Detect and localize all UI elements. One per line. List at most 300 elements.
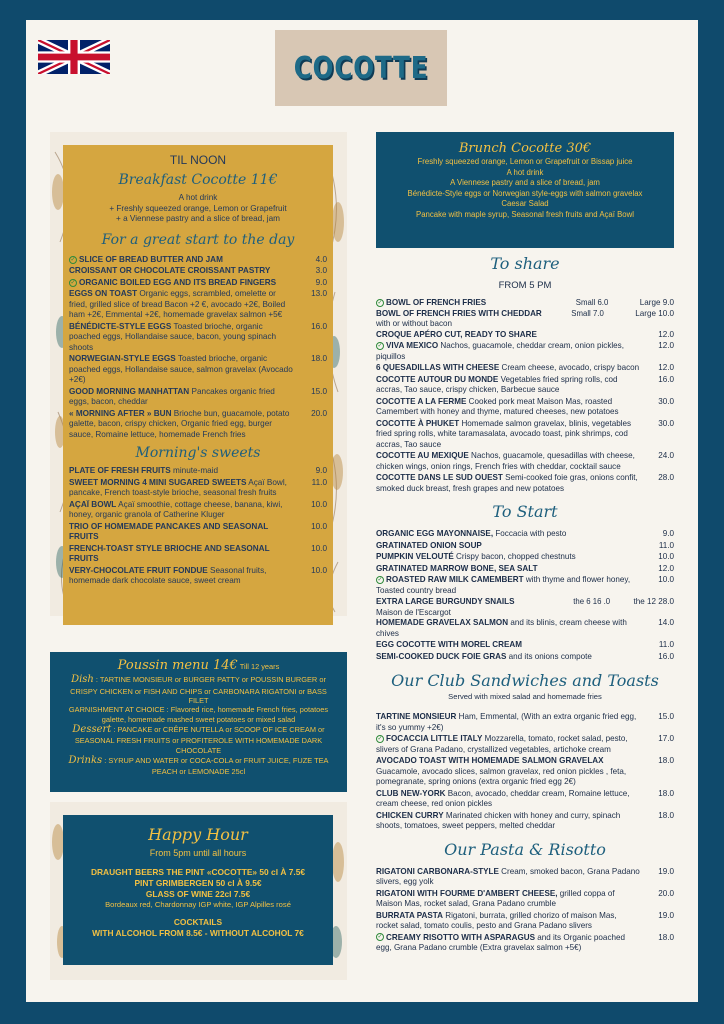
- dish-options: TARTINE MONSIEUR or BURGER PATTY or POUSSIN BURGER or CRISPY CHICKEN or FISH AND CHIPS or CARBONARA RIGATONI or BASS FILET: [70, 675, 327, 705]
- menu-item-name: COCOTTE À PHUKET: [376, 418, 460, 428]
- snails-item: [376, 597, 674, 618]
- menu-item-desc: Ham, Emmental, (With an extra organic fried egg, it's so yummy +2€): [376, 712, 637, 732]
- menu-item-name: PUMPKIN VELOUTÉ: [376, 552, 454, 562]
- vegetarian-icon: ✓: [70, 279, 76, 286]
- menu-item-row: [69, 289, 327, 321]
- fries-large: Large 10.0: [635, 308, 674, 318]
- happy-hour-title: Happy Hour: [148, 825, 248, 844]
- poussin-age: Till 12 years: [239, 662, 280, 671]
- menu-item-text: [69, 478, 299, 499]
- til-noon-header: TIL NOON: [169, 153, 227, 167]
- vegetarian-icon: ✓: [377, 735, 383, 742]
- menu-item-desc: Organic eggs, scrambled, omelette or fried, grilled slice of bread Bacon +2 €, avocado +2€, Boiled ham +2€, Emmental +2€, homemade gravelax salmon +5€: [69, 289, 286, 320]
- menu-item: [69, 544, 327, 565]
- vegetarian-icon: ✓: [377, 343, 383, 350]
- menu-item-row: [376, 756, 674, 788]
- menu-item-name: EGGS ON TOAST: [69, 289, 138, 299]
- fries-large: Large 9.0: [639, 298, 674, 308]
- menu-item-row: [69, 478, 327, 499]
- vegetarian-icon: ✓: [377, 300, 383, 306]
- menu-item-text: [376, 734, 646, 755]
- menu-item-row: [376, 652, 674, 663]
- menu-item-name: 6 QUESADILLAS WITH CHEESE: [376, 363, 500, 373]
- menu-item-text: [69, 289, 299, 321]
- menu-item-row: [376, 341, 674, 362]
- menu-item-row: [376, 397, 674, 418]
- menu-item-name: NORWEGIAN-STYLE EGGS: [69, 354, 176, 364]
- menu-item-name: BURRATA PASTA: [376, 910, 443, 920]
- fries-name-wrap: [376, 298, 486, 309]
- menu-item-price: 16.0: [658, 651, 674, 661]
- menu-item-desc: Cream, smoked bacon, Grana Padano slivers, egg yolk: [376, 866, 640, 887]
- menu-item: [376, 375, 674, 396]
- drinks-options: SYRUP AND WATER or COCA-COLA or FRUIT JUICE, FUZE TEA PEACH or LEMONADE 25cl: [108, 755, 329, 777]
- happy-hour-line: PINT GRIMBERGEN 50 cl À 9.5€: [134, 877, 262, 888]
- menu-item-row: [376, 933, 674, 954]
- menu-item-price: 18.0: [658, 756, 674, 766]
- menu-item-text: [376, 564, 646, 575]
- fries-desc: with or without bacon: [376, 319, 453, 329]
- menu-item: [376, 889, 674, 910]
- menu-item-row: [376, 375, 674, 396]
- menu-item: [376, 575, 674, 596]
- menu-item-price: 20.0: [311, 408, 327, 418]
- menu-item-text: [69, 266, 299, 277]
- garnish-options: GARNISHMENT AT CHOICE : Flavored rice, homemade French fries, potatoes galette, homemade mashed sweet potatoes or mixed salad: [68, 705, 329, 724]
- menu-item-text: [376, 419, 646, 451]
- menu-item-row: [69, 266, 327, 277]
- menu-item-row: [376, 811, 674, 832]
- vegetarian-icon: ✓: [70, 256, 76, 263]
- menu-item-price: 9.0: [662, 529, 674, 539]
- menu-item-row: [376, 363, 674, 374]
- menu-item-desc: Açaï Bowl, pancake, French toast-style brioche, seasonal fresh fruits: [69, 477, 287, 498]
- menu-item-desc: Foccacia with pesto: [495, 529, 567, 539]
- menu-item: [376, 734, 674, 755]
- menu-item-price: 3.0: [315, 266, 327, 276]
- menu-item: [69, 278, 327, 289]
- menu-item-name: CLUB NEW-YORK: [376, 788, 446, 798]
- sweets-title: Morning's sweets: [135, 445, 261, 462]
- pasta-title: Our Pasta & Risotto: [444, 839, 606, 859]
- menu-item-text: [376, 397, 646, 418]
- menu-item-desc: with thyme and flower honey, Toasted country bread: [376, 575, 631, 595]
- menu-item-name: CREAMY RISOTTO WITH ASPARAGUS: [386, 932, 535, 942]
- menu-item-text: [376, 789, 646, 810]
- menu-item-name: AVOCADO TOAST WITH HOMEMADE SALMON GRAVELAX: [376, 756, 604, 766]
- menu-item-price: 30.0: [658, 418, 674, 428]
- menu-item: [376, 541, 674, 552]
- menu-item-row: [69, 409, 327, 441]
- menu-item-row: [376, 564, 674, 575]
- menu-item-desc: Rigatoni, burrata, grilled chorizo of maison Mas, rocket salad, tomato coulis, pesto and Grana Padano slivers: [376, 910, 617, 931]
- menu-item: [69, 566, 327, 587]
- menu-item-name: TRIO OF HOMEMADE PANCAKES AND SEASONAL FRUITS: [69, 521, 269, 542]
- menu-item: [376, 618, 674, 639]
- menu-item-name: RIGATONI CARBONARA-STYLE: [376, 866, 499, 876]
- dessert-options: PANCAKE or CRÊPE NUTELLA or SCOOP OF ICE CREAM or SEASONAL FRESH FRUITS or PROFITEROLE WITH HOMEMADE DARK CHOCOLATE: [74, 724, 325, 755]
- menu-item-row: [376, 640, 674, 651]
- snails-six: the 6 16 .0: [573, 597, 611, 607]
- menu-item-text: [376, 473, 646, 494]
- start-list: [376, 529, 674, 596]
- menu-item-row: [376, 867, 674, 888]
- menu-item-price: 15.0: [658, 712, 674, 722]
- menu-item-desc: Mozzarella, tomato, rocket salad, pesto, slivers of Grana Padano, crystallized vegetables, artichoke cream: [376, 734, 628, 754]
- start-items: [69, 255, 327, 441]
- menu-item-price: 11.0: [658, 540, 674, 550]
- menu-item-price: 10.0: [658, 575, 674, 585]
- menu-item-row: [69, 387, 327, 408]
- menu-item-price: 18.0: [658, 810, 674, 820]
- menu-item-price: 9.0: [315, 466, 327, 476]
- menu-item-text: [376, 652, 646, 663]
- menu-item: [376, 529, 674, 540]
- pasta-list: [376, 867, 674, 954]
- brunch-line: Bénédicte-Style eggs or Norwegian style-eggs with salmon gravelax: [407, 188, 643, 198]
- menu-item-price: 15.0: [311, 386, 327, 396]
- menu-item-desc: Brioche bun, guacamole, potato galette, bacon, crispy chicken, Organic fried egg, burger sauce, Romaine lettuce, homemade French fries: [69, 408, 290, 439]
- menu-item-desc: grilled coppa of Maison Mas, rocket salad, Grana Padano crumble: [376, 888, 615, 909]
- menu-item-desc: and its onions compote: [508, 651, 592, 661]
- brunch-line: A hot drink: [506, 167, 544, 177]
- snails-name: EXTRA LARGE BURGUNDY SNAILS: [376, 597, 515, 607]
- menu-item-desc: Guacamole, avocado slices, salmon gravelax, red onion pickles , feta, pomegranate, spring onions (extra organic fried egg 2€): [376, 766, 627, 787]
- brunch-line: Pancake with maple syrup, Seasonal fresh fruits and Açaï Bowl: [416, 209, 634, 219]
- fries-row: [376, 309, 674, 320]
- til-noon-panel: [63, 145, 333, 625]
- club-list: [376, 712, 674, 832]
- menu-item-desc: Seasonal fruits, homemade dark chocolate sauce, sweet cream: [69, 565, 267, 586]
- menu-item-row: [69, 566, 327, 587]
- menu-item-desc: and its blinis, cream cheese with chives: [376, 618, 627, 638]
- snails-twelve: the 12 28.0: [633, 597, 674, 607]
- menu-item-name: VIVA MEXICO: [386, 341, 439, 351]
- menu-item: [69, 289, 327, 321]
- fries-prices: [576, 298, 674, 309]
- menu-item: [376, 419, 674, 451]
- menu-item-name: ORGANIC EGG MAYONNAISE,: [376, 529, 494, 539]
- menu-item-name: CHICKEN CURRY: [376, 810, 444, 820]
- menu-item-name: AÇAÏ BOWL: [69, 499, 117, 509]
- menu-item-name: COCOTTE AUTOUR DU MONDE: [376, 374, 499, 384]
- menu-item-text: [376, 375, 646, 396]
- menu-item-price: 12.0: [658, 363, 674, 373]
- cocktails-prices: WITH ALCOHOL FROM 8.5€ - WITHOUT ALCOHOL 7€: [92, 928, 304, 939]
- menu-item-row: [69, 522, 327, 543]
- menu-item-text: [69, 278, 299, 289]
- breakfast-line: + Freshly squeezed orange, Lemon or Grapefruit: [109, 203, 287, 213]
- dish-label: Dish: [71, 674, 94, 686]
- dessert-label: Dessert: [72, 723, 112, 735]
- to-share-title: To share: [490, 254, 560, 273]
- fries-item: [376, 309, 674, 330]
- menu-item-name: FOCACCIA LITTLE ITALY: [386, 734, 483, 744]
- menu-item-name: BÉNÉDICTE-STYLE EGGS: [69, 321, 172, 331]
- brunch-title: Brunch Cocotte 30€: [458, 141, 592, 156]
- start-list-2: [376, 618, 674, 662]
- menu-item-name: HOMEMADE GRAVELAX SALMON: [376, 618, 509, 628]
- menu-item-row: [69, 466, 327, 477]
- menu-item-price: 11.0: [311, 477, 327, 487]
- breakfast-title: Breakfast Cocotte 11€: [118, 172, 278, 189]
- menu-item-price: 10.0: [311, 565, 327, 575]
- menu-item-text: [69, 500, 299, 521]
- menu-item-price: 12.0: [658, 563, 674, 573]
- uk-flag-icon: [38, 40, 110, 74]
- menu-item-row: [376, 911, 674, 932]
- fries-small: Small 7.0: [571, 308, 604, 318]
- menu-item: [376, 564, 674, 575]
- menu-item: [69, 266, 327, 277]
- menu-item: [376, 330, 674, 341]
- to-start-title: To Start: [492, 502, 558, 522]
- menu-item-text: [376, 911, 646, 932]
- menu-item-text: [69, 354, 299, 386]
- menu-item-name: SEMI-COOKED DUCK FOIE GRAS: [376, 651, 507, 661]
- menu-item: [376, 789, 674, 810]
- menu-item-desc: Bacon, avocado, cheddar cream, Romaine lettuce, cream cheese, red onion pickles: [376, 788, 630, 809]
- menu-item-name: EGG COCOTTE WITH MOREL CREAM: [376, 640, 522, 650]
- menu-item-price: 10.0: [311, 499, 327, 509]
- drinks-label: Drinks: [68, 754, 103, 766]
- menu-item-name: SLICE OF BREAD BUTTER AND JAM: [79, 254, 223, 264]
- menu-item-text: [376, 811, 646, 832]
- menu-item: [69, 387, 327, 408]
- cocktails-heading: COCKTAILS: [173, 917, 223, 928]
- menu-item-text: [69, 255, 299, 266]
- menu-item-price: 12.0: [658, 341, 674, 351]
- brunch-line: A Viennese pastry and a slice of bread, jam: [450, 178, 600, 188]
- breakfast-line: + a Viennese pastry and a slice of bread, jam: [116, 214, 280, 224]
- menu-item-desc: Crispy bacon, chopped chestnuts: [456, 552, 576, 562]
- menu-item-price: 19.0: [658, 910, 674, 920]
- menu-item-name: FRENCH-TOAST STYLE BRIOCHE AND SEASONAL FRUITS: [69, 543, 270, 564]
- menu-item: [69, 466, 327, 477]
- menu-item-name: COCOTTE DANS LE SUD OUEST: [376, 473, 503, 483]
- menu-item-text: [376, 933, 646, 954]
- menu-item-name: TARTINE MONSIEUR: [376, 712, 457, 722]
- menu-item: [69, 255, 327, 266]
- fries-name: BOWL OF FRENCH FRIES WITH CHEDDAR: [376, 308, 542, 318]
- right-menu-column: [376, 254, 674, 955]
- happy-hour-lines: [69, 867, 327, 900]
- menu-item-price: 4.0: [315, 254, 327, 264]
- menu-item-text: [376, 451, 646, 472]
- menu-item-price: 12.0: [658, 329, 674, 339]
- menu-item-text: [69, 466, 299, 477]
- menu-item-text: [69, 544, 299, 565]
- fries-name-wrap: [376, 309, 542, 320]
- menu-item-name: CROISSANT OR CHOCOLATE CROISSANT PASTRY: [69, 266, 271, 276]
- vegetarian-icon: ✓: [377, 577, 383, 584]
- menu-item: [376, 552, 674, 563]
- menu-item-name: ORGANIC BOILED EGG AND ITS BREAD FINGERS: [79, 277, 277, 287]
- menu-item: [69, 478, 327, 499]
- fries-prices: [571, 309, 674, 320]
- menu-item-row: [69, 544, 327, 565]
- menu-item-row: [376, 618, 674, 639]
- menu-item-desc: Toasted brioche, organic poached eggs, Hollandaise sauce, bacon, young spinach shoots: [69, 321, 277, 352]
- menu-item-name: GRATINATED MARROW BONE, SEA SALT: [376, 563, 538, 573]
- menu-item-text: [376, 712, 646, 733]
- fries-name: BOWL OF FRENCH FRIES: [386, 298, 487, 308]
- menu-item-text: [376, 529, 646, 540]
- menu-item-text: [376, 640, 646, 651]
- menu-item-desc: Açaï smoothie, cottage cheese, banana, kiwi, honey, organic granola of Catherine Kluger: [69, 499, 283, 520]
- breakfast-line: A hot drink: [178, 193, 218, 203]
- menu-item-row: [69, 255, 327, 266]
- menu-item-price: 10.0: [311, 521, 327, 531]
- menu-item: [376, 341, 674, 362]
- menu-item: [376, 640, 674, 651]
- share-list: [376, 330, 674, 495]
- menu-item-text: [376, 756, 646, 788]
- menu-item-name: ROASTED RAW MILK CAMEMBERT: [386, 575, 524, 585]
- menu-item-name: RIGATONI WITH FOURME D'AMBERT CHEESE,: [376, 888, 558, 898]
- menu-item-row: [376, 734, 674, 755]
- menu-item: [376, 451, 674, 472]
- menu-item: [69, 354, 327, 386]
- menu-item-price: 11.0: [658, 640, 674, 650]
- menu-item-name: GOOD MORNING MANHATTAN: [69, 386, 190, 396]
- menu-item-row: [376, 419, 674, 451]
- menu-item-desc: Nachos, guacamole, cheddar cream, onion pickles, piquillos: [376, 341, 624, 361]
- brunch-line: Freshly squeezed orange, Lemon or Grapefruit or Bissap juice: [417, 157, 633, 167]
- club-title: Our Club Sandwiches and Toasts: [391, 671, 659, 691]
- menu-item-row: [376, 552, 674, 563]
- menu-item-text: [376, 341, 646, 362]
- menu-item-price: 19.0: [658, 866, 674, 876]
- sweets-items: [69, 466, 327, 587]
- menu-item-text: [69, 566, 299, 587]
- menu-item-row: [376, 541, 674, 552]
- poussin-title: Poussin menu 14€: [117, 658, 238, 673]
- menu-item-name: GRATINATED ONION SOUP: [376, 540, 482, 550]
- menu-item-price: 24.0: [658, 451, 674, 461]
- menu-item-text: [376, 575, 646, 596]
- menu-item-price: 10.0: [311, 543, 327, 553]
- menu-item-text: [376, 618, 646, 639]
- menu-item-name: SWEET MORNING 4 MINI SUGARED SWEETS: [69, 477, 247, 487]
- menu-item-text: [69, 387, 299, 408]
- menu-item: [376, 363, 674, 374]
- menu-item-row: [69, 322, 327, 354]
- fries-item: [376, 298, 674, 309]
- menu-item-row: [376, 889, 674, 910]
- menu-item-price: 13.0: [311, 289, 327, 299]
- menu-item-text: [69, 522, 299, 543]
- menu-item-price: 18.0: [658, 932, 674, 942]
- menu-item: [376, 652, 674, 663]
- menu-item-text: [376, 889, 646, 910]
- happy-hour-line: DRAUGHT BEERS THE PINT «COCOTTE» 50 cl À 7.5€: [90, 866, 306, 877]
- menu-item-text: [376, 363, 646, 374]
- fries-list: [376, 298, 674, 330]
- menu-item-desc: Marinated chicken with honey and curry, spinach shoots, tomatoes, sweet peppers, melted cheddar: [376, 810, 621, 831]
- menu-item: [376, 712, 674, 733]
- happy-hour-panel: [63, 815, 333, 965]
- happy-hour-subtitle: From 5pm until all hours: [149, 848, 247, 859]
- menu-item-row: [376, 529, 674, 540]
- poussin-panel: Poussin menu 14€ Till 12 years Dish : TARTINE MONSIEUR or BURGER PATTY or POUSSIN BURGER or CRISPY CHICKEN or FISH AND CHIPS or CARBONARA RIGATONI or BASS FILET GARNISHMENT AT CHOICE : Flavored rice, homemade French fries, potatoes galette, homemade mashed sweet potatoes or mixed salad Dessert : PANCAKE or CRÊPE NUTELLA or SCOOP OF ICE CREAM or SEASONAL FRESH FRUITS or PROFITEROLE WITH HOMEMADE DARK CHOCOLATE Drinks : SYRUP AND WATER or COCA-COLA or FRUIT JUICE, FUZE TEA PEACH or LEMONADE 25cl: [50, 652, 347, 792]
- start-title: For a great start to the day: [101, 231, 295, 248]
- menu-item-name: CROQUE APÉRO CUT, READY TO SHARE: [376, 329, 537, 339]
- brand-logo: [275, 30, 447, 106]
- menu-item-desc: Pancakes organic fried eggs, bacon, cheddar: [69, 386, 275, 407]
- menu-item: [376, 397, 674, 418]
- wine-note: Bordeaux red, Chardonnay IGP white, IGP Alpilles rosé: [105, 899, 291, 909]
- menu-item-row: [376, 451, 674, 472]
- menu-item-price: 30.0: [658, 396, 674, 406]
- snails-desc: Maison de l'Escargot: [376, 607, 451, 617]
- menu-item: [69, 500, 327, 521]
- menu-item-name: PLATE OF FRESH FRUITS: [69, 466, 171, 476]
- menu-item-price: 10.0: [658, 552, 674, 562]
- to-share-subtitle: FROM 5 PM: [498, 279, 552, 291]
- menu-item-price: 28.0: [658, 473, 674, 483]
- menu-item-name: « MORNING AFTER » BUN: [69, 408, 172, 418]
- happy-hour-line: GLASS OF WINE 22cl 7.5€: [145, 888, 251, 899]
- menu-item-price: 18.0: [311, 354, 327, 364]
- menu-item-price: 17.0: [658, 734, 674, 744]
- menu-item: [69, 522, 327, 543]
- breakfast-lines: [69, 193, 327, 225]
- vegetarian-icon: ✓: [377, 934, 383, 941]
- menu-item-row: [69, 278, 327, 289]
- menu-item-desc: minute-maid: [173, 466, 219, 476]
- menu-item-desc: Cream cheese, avocado, crispy bacon: [501, 363, 640, 373]
- menu-item-row: [376, 575, 674, 596]
- menu-item-price: 16.0: [658, 374, 674, 384]
- menu-item-name: COCOTTE AU MEXIQUE: [376, 451, 469, 461]
- menu-item-desc: Toasted brioche, organic poached eggs, Hollandaise sauce, salmon gravelax (Avocado +2€): [69, 354, 293, 385]
- menu-item-text: [69, 322, 299, 354]
- menu-item-text: [376, 867, 646, 888]
- menu-item-text: [376, 330, 646, 341]
- fries-row: [376, 298, 674, 309]
- menu-item: [69, 322, 327, 354]
- menu-item-name: COCOTTE A LA FERME: [376, 396, 467, 406]
- menu-item: [376, 867, 674, 888]
- menu-item-row: [376, 330, 674, 341]
- menu-item-row: [69, 354, 327, 386]
- menu-item: [376, 933, 674, 954]
- menu-item-text: [376, 541, 646, 552]
- menu-item: [376, 756, 674, 788]
- menu-item-name: VERY-CHOCOLATE FRUIT FONDUE: [69, 565, 208, 575]
- menu-item-desc: Vegetables fried spring rolls, cod accras, Tao sauce, crispy chicken, Barbecue sauce: [376, 374, 618, 395]
- menu-item: [69, 409, 327, 441]
- menu-item-price: 18.0: [658, 788, 674, 798]
- menu-item-price: 20.0: [658, 888, 674, 898]
- menu-item-text: [69, 409, 299, 441]
- menu-item-desc: Nachos, guacamole, quesadillas with cheese, chicken wings, onion rings, French fries with cheddar, cocktail sauce: [376, 451, 635, 471]
- brunch-line: Caesar Salad: [501, 199, 549, 209]
- menu-item: [376, 811, 674, 832]
- menu-item-row: [376, 712, 674, 733]
- brunch-lines: [382, 157, 668, 220]
- menu-item-price: 16.0: [311, 321, 327, 331]
- menu-item-price: 9.0: [315, 277, 327, 287]
- menu-item-desc: Homemade salmon gravelax, blinis, vegetables fried spring rolls, white taramasalata, avocado toast, pink shrimps, cod accras, Tao sauce: [376, 418, 632, 449]
- brunch-panel: [376, 132, 674, 248]
- fries-small: Small 6.0: [575, 298, 609, 308]
- menu-item-row: [376, 473, 674, 494]
- menu-item-desc: and its Organic poached egg, Grana Padano crumble (Extra gravelax salmon +5€): [376, 932, 625, 953]
- menu-item: [376, 911, 674, 932]
- menu-item-price: 14.0: [658, 618, 674, 628]
